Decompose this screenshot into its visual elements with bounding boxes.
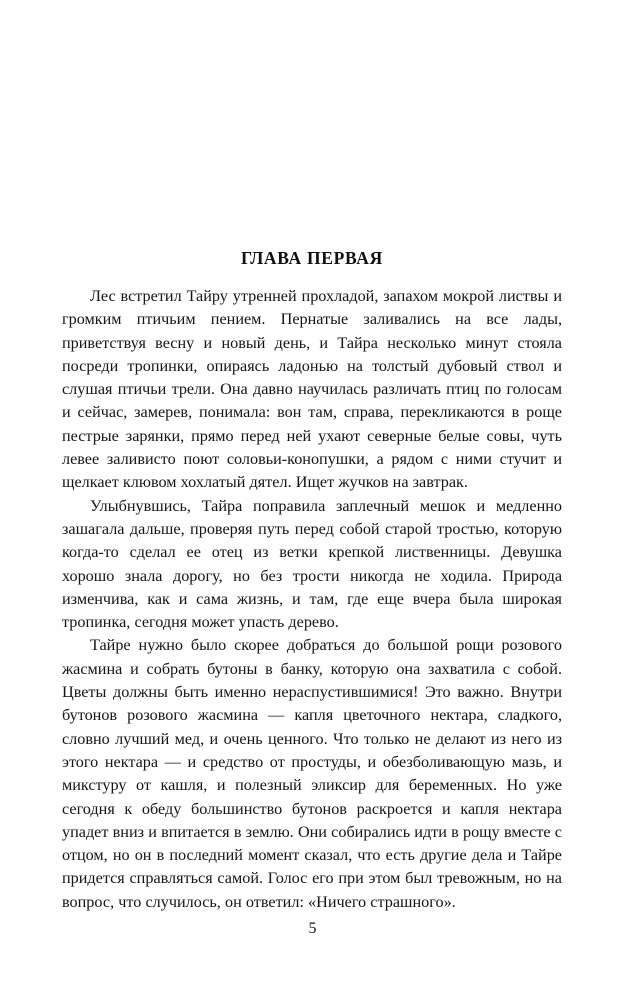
body-paragraph: Улыбнувшись, Тайра поправила заплечный мешок и медленно зашагала дальше, проверяя путь перед собой старой тростью, которую когда-то сделал ее отец из ветки крепкой лиственницы. Девушка хорошо знала дорогу, но без трости никогда не ходила. Природа изменчива, как и сама жизнь, и там, где еще вчера была широкая тропинка, сегодня может упасть дерево. [62, 496, 562, 632]
body-paragraph: Тайре нужно было скорее добраться до большой рощи розового жасмина и собрать бутоны в банку, которую она захватила с собой. Цветы должны быть именно нераспустившимися! Это важно. Внутри бутонов розового жасмина — капля цветочного нектара, сладкого, словно лучший мед, и очень ценного. Что только не делают из него из этого нектара — и средство от простуды, и обезболивающую мазь, и микстуру от кашля, и полезный эликсир для беременных. Но уже сегодня к обеду большинство бутонов раскроется и капля нектара упадет вниз и впитается в землю. Они собирались идти в рощу вместе с отцом, но он в последний момент сказал, что есть другие дела и Тайре придется справляться самой. Голос его при этом был тревожным, но на вопрос, что случилось, он ответил: «Ничего страшного». [62, 636, 562, 911]
page-content [62, 248, 562, 914]
page-number: 5 [308, 920, 317, 937]
body-paragraph: Лес встретил Тайру утренней прохладой, запахом мокрой листвы и громким птичьим пением. Пернатые заливались на все лады, приветствуя весну и новый день, и Тайра несколько минут стояла посреди тропинки, опираясь ладонью на толстый дубовый ствол и слушая птичьи трели. Она давно научилась различать птиц по голосам и сейчас, замерев, понимала: вон там, справа, перекликаются в роще пестрые зарянки, прямо перед ней ухают северные белые совы, чуть левее заливисто поют соловьи-конопушки, а рядом с ними стучит и щелкает клювом хохлатый дятел. Ищет жучков на завтрак. [62, 287, 562, 492]
chapter-title: ГЛАВА ПЕРВАЯ [241, 248, 383, 268]
